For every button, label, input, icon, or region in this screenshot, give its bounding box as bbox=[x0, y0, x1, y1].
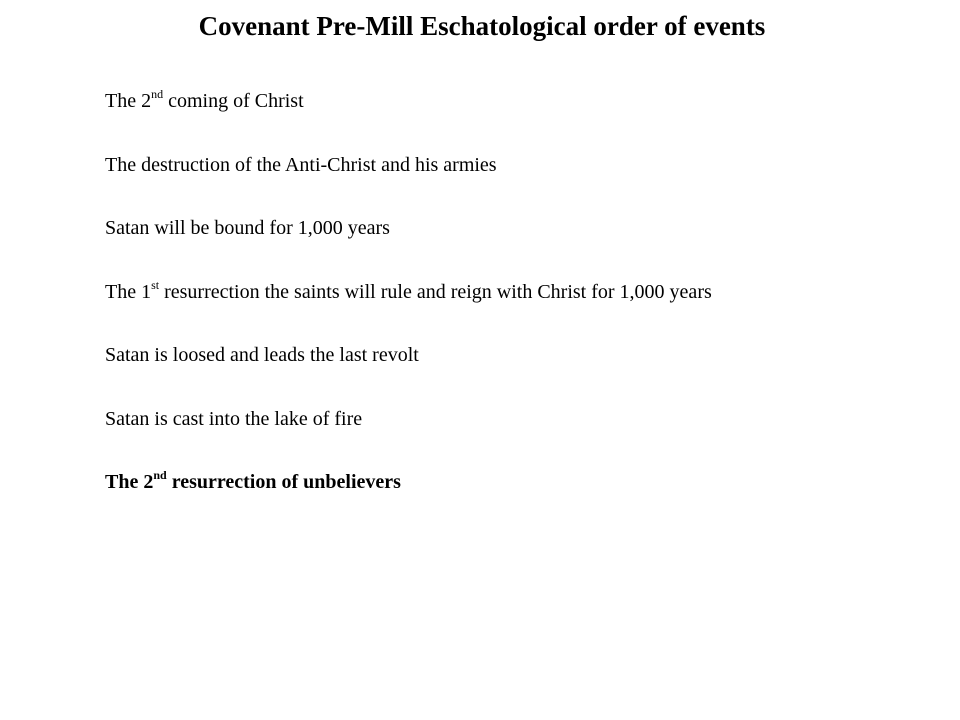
event-text-continued: coming of Christ bbox=[163, 90, 304, 112]
event-item-second-resurrection bbox=[105, 469, 712, 495]
event-text-continued: resurrection the saints will rule and reign with Christ for 1,000 years bbox=[159, 280, 712, 303]
event-item-satan-bound bbox=[105, 215, 712, 241]
slide-title: Covenant Pre-Mill Eschatological order of events bbox=[198, 11, 766, 41]
event-text: The destruction of the Anti-Christ and his armies bbox=[105, 153, 497, 176]
event-text: Satan is loosed and leads the last revolt bbox=[105, 344, 419, 366]
event-item-lake-of-fire bbox=[105, 406, 712, 432]
event-text: The 2 bbox=[105, 471, 154, 493]
event-text: Satan will be bound for 1,000 years bbox=[105, 217, 390, 239]
event-text: The 2 bbox=[105, 90, 152, 112]
ordinal-suffix: st bbox=[151, 277, 160, 292]
event-text: The 1 bbox=[105, 280, 152, 303]
event-text: Satan is cast into the lake of fire bbox=[105, 407, 363, 430]
ordinal-suffix: nd bbox=[151, 87, 164, 101]
event-text-continued: resurrection of unbelievers bbox=[166, 471, 401, 493]
event-item-antichrist-destruction bbox=[105, 152, 712, 178]
event-list bbox=[105, 88, 712, 533]
ordinal-suffix: nd bbox=[153, 468, 167, 482]
event-item-satan-loosed bbox=[105, 342, 712, 368]
event-item-second-coming bbox=[105, 88, 712, 114]
event-item-first-resurrection bbox=[105, 279, 712, 305]
